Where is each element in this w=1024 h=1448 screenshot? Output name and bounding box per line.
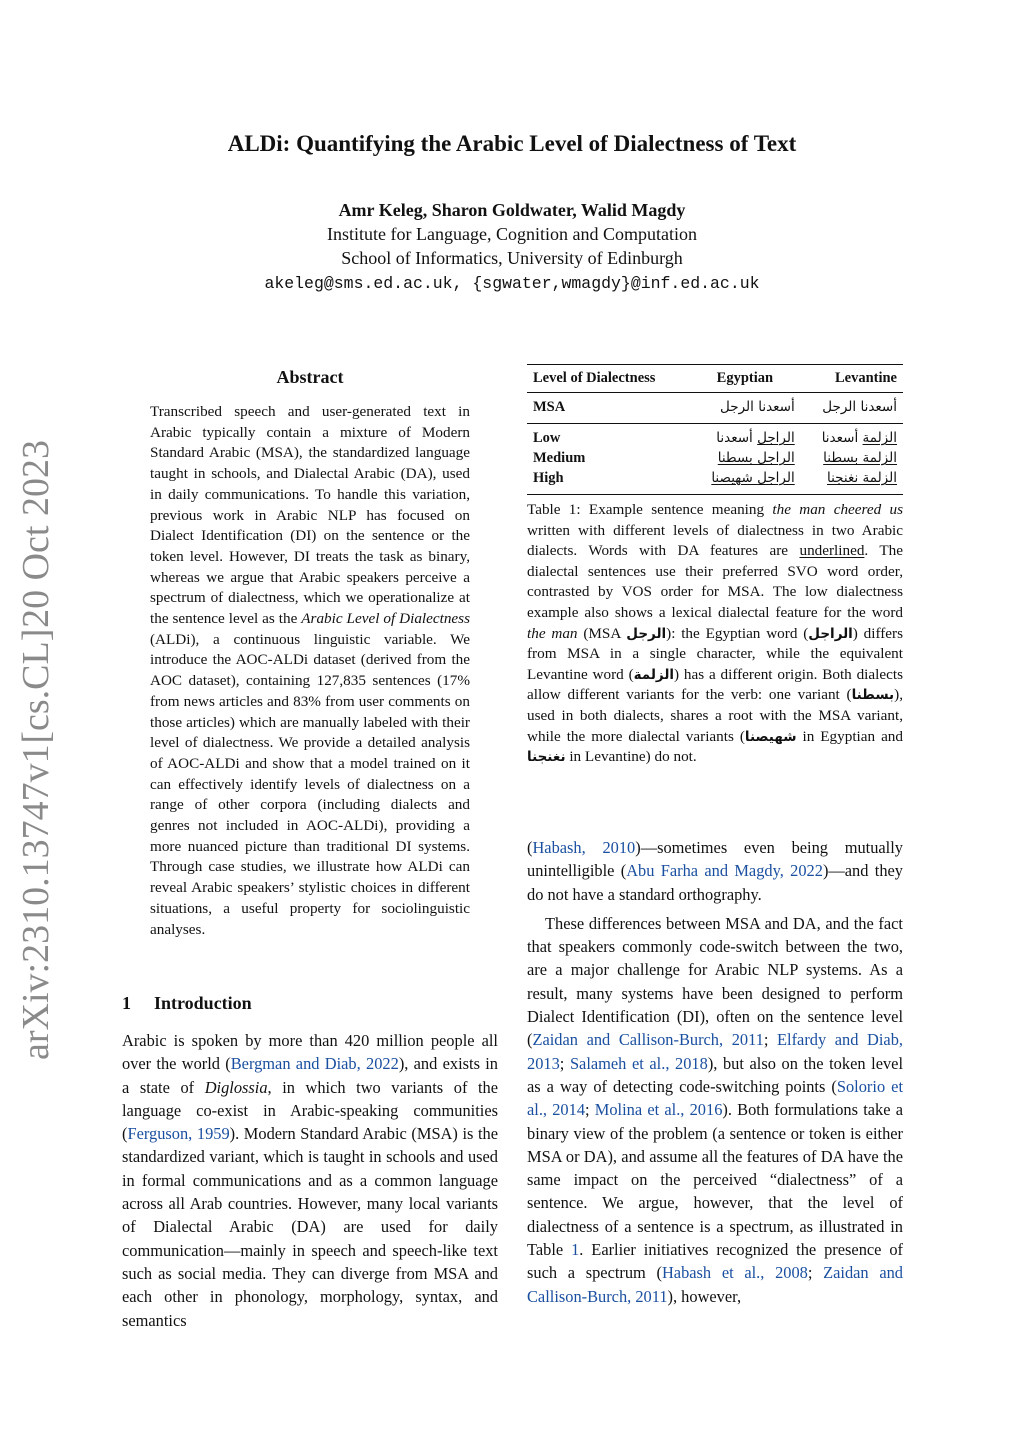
paper-title: ALDi: Quantifying the Arabic Level of Dialectness of Text: [227, 131, 797, 156]
row-level: High: [533, 469, 564, 486]
abstract-heading: Abstract: [276, 367, 344, 387]
citation-link[interactable]: Solorio et al., 2014: [527, 1076, 904, 1120]
affiliation-institute: Institute for Language, Cognition and Computation: [327, 224, 697, 244]
citation-link[interactable]: Elfardy and Diab, 2013: [527, 1030, 904, 1073]
intro-paragraph-2: These differences between MSA and DA, and the fact that speakers commonly code-switch between the two, are a major challenge for Arabic NLP systems. As a result, many systems have been designed to perform Dialect Identification (DI), often on the sentence level (Zaidan and Callison-Burch, 2011; Elfardy and Diab, 2013; Salameh et al., 2018), but also on the token level as a way of detecting code-switching points (Solorio et al., 2014; Molina et al., 2016). Both formulations take a binary view of the problem (a sentence or token is either MSA or DA), and assume all the features of DA have the same impact on the perceived “dialectness” of a sentence. We argue, however, that the level of dialectness of a sentence is a spectrum, as illustrated in Table 1. Earlier initiatives recognized the presence of such a spectrum (Habash et al., 2008; Zaidan and Callison-Burch, 2011), however,: [527, 913, 904, 1306]
header-levantine: Levantine: [834, 369, 897, 386]
arxiv-category: [cs.CL]: [15, 628, 57, 744]
author-emails: akeleg@sms.ed.ac.uk, {sgwater,wmagdy}@inf.ed.ac.uk: [264, 274, 760, 293]
header-egyptian: Egyptian: [716, 369, 774, 386]
arxiv-id: arXiv:2310.13747v1: [15, 744, 57, 1060]
citation-link[interactable]: Salameh et al., 2018: [569, 1053, 708, 1073]
section-heading-introduction: [122, 993, 252, 1014]
table-row-high: [527, 468, 903, 495]
cell-egyptian: الراجل شهيصنا: [711, 470, 795, 486]
intro-right-column: [527, 836, 903, 1308]
table-row-msa: [527, 393, 903, 424]
citation-link[interactable]: Habash, 2010: [532, 838, 636, 857]
paper-authors: Amr Keleg, Sharon Goldwater, Walid Magdy: [338, 200, 686, 220]
citation-link[interactable]: Habash et al., 2008: [661, 1263, 808, 1283]
affiliation-school: School of Informatics, University of Edinburgh: [341, 248, 683, 268]
table-header-row: [527, 365, 903, 393]
cell-egyptian: الراجل أسعدنا: [716, 430, 795, 446]
cell-levantine: الزلمة نغنجنا: [826, 470, 897, 486]
row-level: Medium: [533, 449, 586, 466]
row-level: Low: [533, 429, 561, 446]
citation-link[interactable]: Abu Farha and Magdy, 2022: [626, 861, 823, 881]
citation-link[interactable]: Ferguson, 1959: [127, 1124, 230, 1144]
header-level: Level of Dialectness: [533, 369, 656, 386]
table-dialectness-examples: [527, 364, 903, 495]
citation-link[interactable]: Molina et al., 2016: [594, 1100, 723, 1120]
cell-levantine: الزلمة بسطنا: [823, 450, 897, 466]
arxiv-stamp: [14, 440, 58, 1060]
table-caption: Table 1: Example sentence meaning the man cheered us written with different levels of dialectness in two Arabic dialects. Words with DA features are underlined. The dialectal sentences use their preferred SVO word order, contrasted by VOS order for MSA. The low dialectness example also shows a lexical dialectal feature for the word the man (MSA الرجل): the Egyptian word (الراجل) differs from MSA in a single character, while the equivalent Levantine word (الزلمة) has a different origin. Both dialects allow different variants for the verb: one variant (بسطنا), used in both dialects, shares a root with the MSA variant, while the more dialectal variants (شهيصنا in Egyptian and نغنجنا in Levantine) do not.: [527, 501, 904, 766]
intro-paragraph-1-continued: (Habash, 2010)—sometimes even being mutually unintelligible (Abu Farha and Magdy, 2022)—and they do not have a standard orthography.: [527, 838, 903, 904]
citation-link[interactable]: Bergman and Diab, 2022: [230, 1054, 399, 1074]
aldi-term: Arabic Level of Dialectness: [301, 610, 470, 628]
table-row-low: [527, 424, 903, 449]
citation-link[interactable]: Zaidan and Callison-Burch, 2011: [532, 1030, 764, 1050]
cell-egyptian: أسعدنا الرجل: [720, 399, 795, 415]
arxiv-date: 20 Oct 2023: [15, 440, 57, 628]
cell-egyptian: الراجل بسطنا: [717, 450, 795, 466]
table-reference-link[interactable]: 1: [571, 1240, 580, 1260]
abstract-body: Transcribed speech and user-generated text in Arabic typically contain a mixture of Modern Standard Arabic (MSA), the standardized language taught in schools, and Dialectal Arabic (DA), used in daily communications. To handle this variation, previous work in Arabic NLP has focused on Dialect Identification (DI) on the sentence or the token level. However, DI treats the task as binary, whereas we argue that Arabic speakers perceive a spectrum of dialectness, which we operationalize at the sentence level as the Arabic Level of Dialectness (ALDi), a continuous linguistic variable. We introduce the AOC-ALDi dataset (derived from the AOC dataset), containing 127,835 sentences (17% from news articles and 83% from user comments on those articles) which are manually labeled with their level of dialectness. We provide a detailed analysis of AOC-ALDi and show that a model trained on it can effectively identify levels of dialectness on a range of other corpora (including dialects and genres not included in AOC-ALDi), providing a more nuanced picture than traditional DI systems. Through case studies, we illustrate how ALDi can reveal Arabic speakers’ stylistic choices in different situations, a useful property for sociolinguistic analyses.: [150, 403, 470, 938]
row-level: MSA: [533, 398, 566, 415]
section-number: 1: [122, 993, 131, 1013]
citation-link[interactable]: Zaidan and Callison-Burch, 2011: [527, 1263, 903, 1306]
section-title: Introduction: [154, 993, 252, 1013]
cell-levantine: الزلمة أسعدنا: [821, 430, 897, 446]
table-row-medium: [527, 448, 903, 468]
cell-levantine: أسعدنا الرجل: [822, 399, 897, 415]
intro-paragraph-1: Arabic is spoken by more than 420 million people all over the world (Bergman and Diab, 2022), and exists in a state of Diglossia, in which two variants of the language co-exist in Arabic-speaking communities (Ferguson, 1959). Modern Standard Arabic (MSA) is the standardized variant, which is taught in schools and used in formal communications and as a common language across all Arab countries. However, many local variants of Dialectal Arabic (DA) are used for daily communication—mainly in speech and speech-like text such as social media. They can diverge from MSA and each other in phonology, morphology, syntax, and semantics: [122, 1031, 499, 1330]
